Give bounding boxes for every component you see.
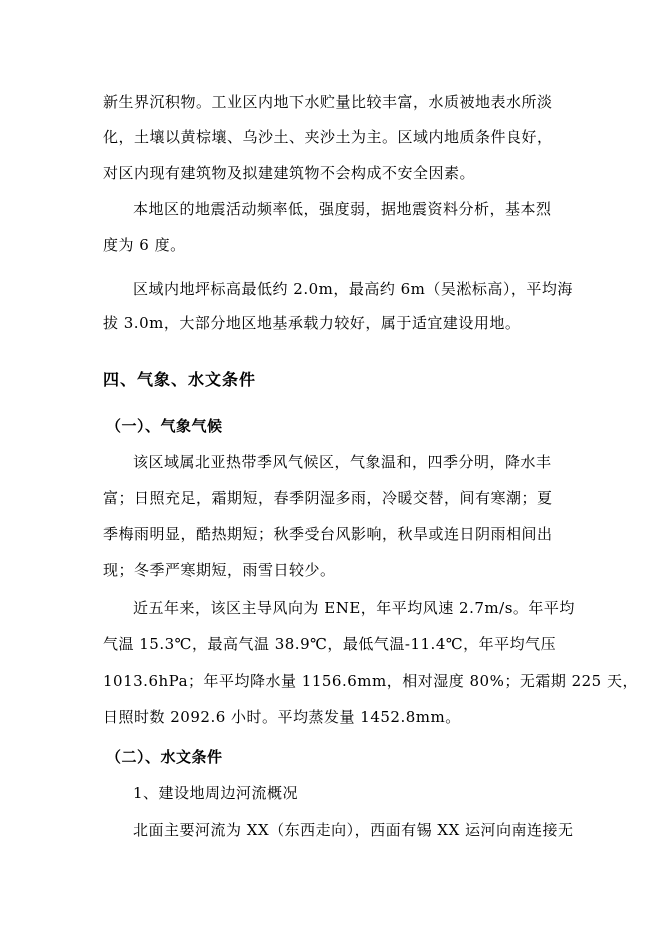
text-line: 对区内现有建筑物及拟建建筑物不会构成不安全因素。 [103,164,476,182]
text-line: 区域内地坪标高最低约 2.0m，最高约 6m（吴淞标高），平均海 [133,280,573,298]
text-line: 气温 15.3℃，最高气温 38.9℃，最低气温-11.4℃，年平均气压 [103,635,557,653]
subsection-heading: （一）、气象气候 [106,417,223,435]
text-line: 度为 6 度。 [103,236,186,254]
text-line: 化，土壤以黄棕壤、乌沙土、夹沙土为主。区域内地质条件良好， [103,128,553,146]
text-line: 新生界沉积物。工业区内地下水贮量比较丰富，水质被地表水所淡 [103,93,553,111]
text-line: 该区域属北亚热带季风气候区，气象温和，四季分明，降水丰 [133,453,552,471]
text-line: 富；日照充足，霜期短，春季阴湿多雨，冷暖交替，间有寒潮；夏 [103,489,553,507]
text-line: 本地区的地震活动频率低，强度弱，据地震资料分析，基本烈 [133,200,552,218]
text-line: 1013.6hPa；年平均降水量 1156.6mm，相对湿度 80%；无霜期 225 天， [103,672,638,690]
text-line: 北面主要河流为 XX（东西走向），西面有锡 XX 运河向南连接无 [133,821,574,839]
text-line: 拔 3.0m，大部分地区地基承载力较好，属于适宜建设用地。 [103,314,521,332]
subsection-heading: （二）、水文条件 [106,748,223,766]
list-item-heading: 1、建设地周边河流概况 [133,784,299,802]
text-line: 季梅雨明显，酷热期短；秋季受台风影响，秋旱或连日阴雨相间出 [103,525,553,543]
text-line: 近五年来，该区主导风向为 ENE，年平均风速 2.7m/s。年平均 [133,599,575,617]
section-heading: 四、气象、水文条件 [103,370,257,389]
text-line: 现；冬季严寒期短，雨雪日较少。 [103,561,336,579]
text-line: 日照时数 2092.6 小时。平均蒸发量 1452.8mm。 [103,708,461,726]
